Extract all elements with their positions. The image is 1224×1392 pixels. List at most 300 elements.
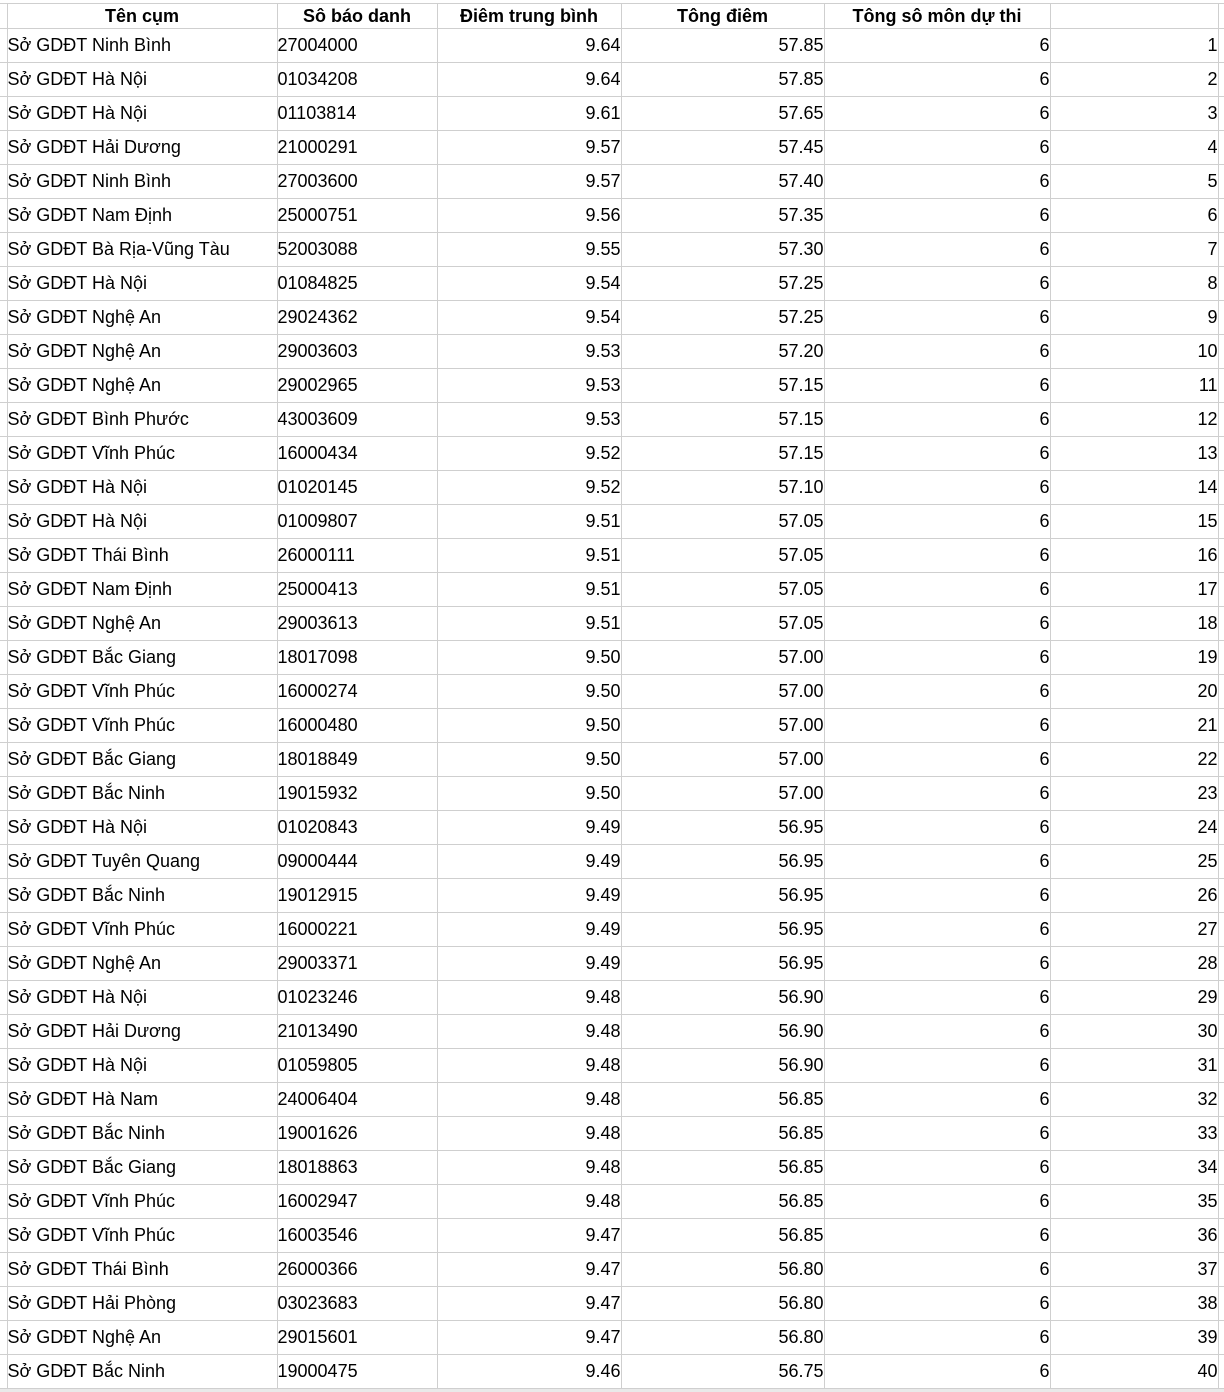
table-row [0,301,1224,335]
cell-total-score[interactable]: 56.85 [621,1083,824,1117]
cell-rank[interactable]: 2 [1050,63,1218,97]
cell-registration-number[interactable]: 29003613 [277,607,437,641]
left-edge-cell [0,165,7,199]
cell-average-score[interactable]: 9.52 [437,437,621,471]
cell-total-score[interactable]: 57.00 [621,777,824,811]
cell-total-score[interactable]: 57.45 [621,131,824,165]
cell-average-score[interactable]: 9.61 [437,97,621,131]
cell-cluster-name[interactable]: Sở GDĐT Vĩnh Phúc [7,1219,277,1253]
cell-average-score[interactable]: 9.47 [437,1253,621,1287]
cell-registration-number[interactable]: 21000291 [277,131,437,165]
cell-subject-count[interactable]: 6 [824,1287,1050,1321]
header-rank-empty[interactable] [1050,4,1218,29]
cell-subject-count[interactable]: 6 [824,1219,1050,1253]
cell-rank[interactable]: 36 [1050,1219,1218,1253]
cell-registration-number[interactable]: 29003603 [277,335,437,369]
cell-registration-number[interactable]: 16000274 [277,675,437,709]
cell-average-score[interactable]: 9.64 [437,63,621,97]
cell-total-score[interactable]: 57.10 [621,471,824,505]
cell-total-score[interactable]: 56.95 [621,811,824,845]
cell-subject-count[interactable]: 6 [824,1321,1050,1355]
cell-cluster-name[interactable]: Sở GDĐT Vĩnh Phúc [7,913,277,947]
cell-subject-count[interactable]: 6 [824,1117,1050,1151]
cell-rank[interactable]: 12 [1050,403,1218,437]
cell-average-score[interactable]: 9.50 [437,777,621,811]
cell-cluster-name[interactable]: Sở GDĐT Vĩnh Phúc [7,709,277,743]
left-edge-cell [0,1015,7,1049]
left-edge-cell [0,1049,7,1083]
cell-rank[interactable]: 1 [1050,29,1218,63]
cell-cluster-name[interactable]: Sở GDĐT Hà Nội [7,267,277,301]
cell-average-score[interactable]: 9.51 [437,539,621,573]
cell-average-score[interactable]: 9.48 [437,1185,621,1219]
table-row [0,777,1224,811]
cell-cluster-name[interactable]: Sở GDĐT Hà Nội [7,505,277,539]
cell-average-score[interactable]: 9.50 [437,641,621,675]
cell-registration-number[interactable]: 27003600 [277,165,437,199]
cell-registration-number[interactable]: 43003609 [277,403,437,437]
cell-total-score[interactable]: 56.80 [621,1321,824,1355]
cell-total-score[interactable]: 57.15 [621,369,824,403]
cell-registration-number[interactable]: 19001626 [277,1117,437,1151]
cell-cluster-name[interactable]: Sở GDĐT Bắc Giang [7,1151,277,1185]
cell-registration-number[interactable]: 01059805 [277,1049,437,1083]
cell-rank[interactable]: 22 [1050,743,1218,777]
cell-total-score[interactable]: 57.65 [621,97,824,131]
table-row [0,981,1224,1015]
cell-subject-count[interactable]: 6 [824,1015,1050,1049]
cell-average-score[interactable]: 9.57 [437,165,621,199]
cell-registration-number[interactable]: 01084825 [277,267,437,301]
cell-cluster-name[interactable]: Sở GDĐT Nghệ An [7,607,277,641]
cell-cluster-name[interactable]: Sở GDĐT Vĩnh Phúc [7,437,277,471]
table-row [0,1015,1224,1049]
cell-average-score[interactable]: 9.49 [437,913,621,947]
cell-registration-number[interactable]: 19000475 [277,1355,437,1389]
cell-rank[interactable]: 34 [1050,1151,1218,1185]
cell-subject-count[interactable]: 6 [824,199,1050,233]
left-edge-cell [0,301,7,335]
cell-average-score[interactable]: 9.47 [437,1219,621,1253]
cell-registration-number[interactable]: 16003546 [277,1219,437,1253]
cell-average-score[interactable]: 9.51 [437,505,621,539]
cell-average-score[interactable]: 9.49 [437,845,621,879]
cell-rank[interactable]: 37 [1050,1253,1218,1287]
cell-subject-count[interactable]: 6 [824,1049,1050,1083]
cell-total-score[interactable]: 57.05 [621,573,824,607]
cell-cluster-name[interactable]: Sở GDĐT Thái Bình [7,539,277,573]
cell-average-score[interactable]: 9.48 [437,1117,621,1151]
cell-registration-number[interactable]: 01023246 [277,981,437,1015]
cell-average-score[interactable]: 9.50 [437,709,621,743]
cell-total-score[interactable]: 57.05 [621,505,824,539]
cell-average-score[interactable]: 9.57 [437,131,621,165]
cell-registration-number[interactable]: 25000751 [277,199,437,233]
header-row [0,4,1224,29]
right-edge-cell [1218,1355,1224,1389]
table-row [0,845,1224,879]
cell-total-score[interactable]: 56.80 [621,1253,824,1287]
cell-total-score[interactable]: 56.85 [621,1185,824,1219]
cell-cluster-name[interactable]: Sở GDĐT Bắc Ninh [7,777,277,811]
cell-registration-number[interactable]: 01020145 [277,471,437,505]
cell-total-score[interactable]: 57.25 [621,301,824,335]
cell-subject-count[interactable]: 6 [824,301,1050,335]
cell-rank[interactable]: 27 [1050,913,1218,947]
cell-total-score[interactable]: 56.95 [621,845,824,879]
cell-rank[interactable]: 35 [1050,1185,1218,1219]
cell-total-score[interactable]: 56.90 [621,1015,824,1049]
cell-rank[interactable]: 26 [1050,879,1218,913]
left-edge-cell [0,97,7,131]
cell-total-score[interactable]: 57.30 [621,233,824,267]
right-edge-cell [1218,165,1224,199]
cell-average-score[interactable]: 9.53 [437,335,621,369]
header-diem-trung-binh[interactable]: Điêm trung bình [437,4,621,29]
cell-average-score[interactable]: 9.48 [437,1151,621,1185]
cell-subject-count[interactable]: 6 [824,233,1050,267]
cell-average-score[interactable]: 9.48 [437,981,621,1015]
cell-registration-number[interactable]: 18017098 [277,641,437,675]
cell-registration-number[interactable]: 16000434 [277,437,437,471]
table-row [0,1117,1224,1151]
cell-average-score[interactable]: 9.48 [437,1049,621,1083]
cell-total-score[interactable]: 57.05 [621,539,824,573]
cell-subject-count[interactable]: 6 [824,573,1050,607]
right-edge-cell [1218,1117,1224,1151]
cell-rank[interactable]: 5 [1050,165,1218,199]
right-edge-cell [1218,335,1224,369]
cell-total-score[interactable]: 56.85 [621,1117,824,1151]
table-row [0,199,1224,233]
cell-cluster-name[interactable]: Sở GDĐT Hà Nam [7,1083,277,1117]
cell-subject-count[interactable]: 6 [824,845,1050,879]
cell-subject-count[interactable]: 6 [824,505,1050,539]
cell-rank[interactable]: 32 [1050,1083,1218,1117]
cell-cluster-name[interactable]: Sở GDĐT Hà Nội [7,63,277,97]
cell-subject-count[interactable]: 6 [824,743,1050,777]
cell-rank[interactable]: 3 [1050,97,1218,131]
cell-average-score[interactable]: 9.52 [437,471,621,505]
cell-registration-number[interactable]: 01034208 [277,63,437,97]
header-ten-cum[interactable]: Tên cụm [7,4,277,29]
table-row [0,1321,1224,1355]
cell-total-score[interactable]: 57.05 [621,607,824,641]
cell-total-score[interactable]: 57.00 [621,675,824,709]
cell-average-score[interactable]: 9.47 [437,1287,621,1321]
cell-total-score[interactable]: 56.95 [621,947,824,981]
cell-rank[interactable]: 38 [1050,1287,1218,1321]
cell-average-score[interactable]: 9.53 [437,403,621,437]
header-tong-diem[interactable]: Tông điêm [621,4,824,29]
cell-registration-number[interactable]: 16002947 [277,1185,437,1219]
right-edge-cell [1218,29,1224,63]
cell-cluster-name[interactable]: Sở GDĐT Nghệ An [7,947,277,981]
cell-rank[interactable]: 23 [1050,777,1218,811]
cell-average-score[interactable]: 9.48 [437,1083,621,1117]
cell-subject-count[interactable]: 6 [824,709,1050,743]
right-edge-cell [1218,845,1224,879]
cell-registration-number[interactable]: 19015932 [277,777,437,811]
cell-subject-count[interactable]: 6 [824,641,1050,675]
right-edge-cell [1218,4,1224,29]
cell-cluster-name[interactable]: Sở GDĐT Hà Nội [7,981,277,1015]
cell-subject-count[interactable]: 6 [824,63,1050,97]
cell-registration-number[interactable]: 52003088 [277,233,437,267]
table-row [0,437,1224,471]
cell-total-score[interactable]: 57.00 [621,743,824,777]
cell-rank[interactable]: 13 [1050,437,1218,471]
cell-cluster-name[interactable]: Sở GDĐT Hà Nội [7,1049,277,1083]
table-row [0,1355,1224,1389]
table-row [0,97,1224,131]
cell-cluster-name[interactable]: Sở GDĐT Hà Nội [7,471,277,505]
cell-registration-number[interactable]: 29015601 [277,1321,437,1355]
table-row [0,505,1224,539]
table-row [0,1287,1224,1321]
cell-total-score[interactable]: 56.95 [621,879,824,913]
cell-total-score[interactable]: 56.85 [621,1151,824,1185]
cell-average-score[interactable]: 9.51 [437,607,621,641]
right-edge-cell [1218,709,1224,743]
cell-average-score[interactable]: 9.56 [437,199,621,233]
right-edge-cell [1218,1185,1224,1219]
cell-registration-number[interactable]: 18018863 [277,1151,437,1185]
cell-registration-number[interactable]: 03023683 [277,1287,437,1321]
cell-subject-count[interactable]: 6 [824,131,1050,165]
cell-registration-number[interactable]: 01103814 [277,97,437,131]
cell-average-score[interactable]: 9.49 [437,947,621,981]
cell-average-score[interactable]: 9.46 [437,1355,621,1389]
cell-total-score[interactable]: 57.25 [621,267,824,301]
right-edge-cell [1218,539,1224,573]
cell-total-score[interactable]: 57.00 [621,641,824,675]
cell-average-score[interactable]: 9.48 [437,1015,621,1049]
table-body [0,29,1224,1389]
cell-cluster-name[interactable]: Sở GDĐT Nam Định [7,573,277,607]
cell-average-score[interactable]: 9.54 [437,267,621,301]
left-edge-cell [0,1117,7,1151]
cell-registration-number[interactable]: 26000366 [277,1253,437,1287]
cell-registration-number[interactable]: 26000111 [277,539,437,573]
cell-subject-count[interactable]: 6 [824,335,1050,369]
cell-cluster-name[interactable]: Sở GDĐT Nghệ An [7,301,277,335]
cell-cluster-name[interactable]: Sở GDĐT Hải Phòng [7,1287,277,1321]
cell-total-score[interactable]: 56.90 [621,981,824,1015]
header-tong-so-mon[interactable]: Tông sô môn dự thi [824,4,1050,29]
cell-rank[interactable]: 6 [1050,199,1218,233]
left-edge-cell [0,1151,7,1185]
cell-registration-number[interactable]: 21013490 [277,1015,437,1049]
right-edge-cell [1218,1049,1224,1083]
cell-subject-count[interactable]: 6 [824,471,1050,505]
cell-subject-count[interactable]: 6 [824,267,1050,301]
cell-subject-count[interactable]: 6 [824,1355,1050,1389]
cell-registration-number[interactable]: 29002965 [277,369,437,403]
cell-rank[interactable]: 7 [1050,233,1218,267]
cell-cluster-name[interactable]: Sở GDĐT Bà Rịa-Vũng Tàu [7,233,277,267]
left-edge-cell [0,4,7,29]
cell-registration-number[interactable]: 27004000 [277,29,437,63]
cell-average-score[interactable]: 9.49 [437,879,621,913]
cell-subject-count[interactable]: 6 [824,403,1050,437]
cell-rank[interactable]: 18 [1050,607,1218,641]
cell-total-score[interactable]: 57.85 [621,29,824,63]
cell-cluster-name[interactable]: Sở GDĐT Nam Định [7,199,277,233]
cell-cluster-name[interactable]: Sở GDĐT Bắc Ninh [7,879,277,913]
cell-subject-count[interactable]: 6 [824,369,1050,403]
cell-total-score[interactable]: 56.90 [621,1049,824,1083]
cell-average-score[interactable]: 9.55 [437,233,621,267]
cell-rank[interactable]: 11 [1050,369,1218,403]
cell-registration-number[interactable]: 09000444 [277,845,437,879]
cell-subject-count[interactable]: 6 [824,1151,1050,1185]
cell-subject-count[interactable]: 6 [824,97,1050,131]
cell-cluster-name[interactable]: Sở GDĐT Nghệ An [7,335,277,369]
cell-rank[interactable]: 39 [1050,1321,1218,1355]
right-edge-cell [1218,97,1224,131]
cell-rank[interactable]: 14 [1050,471,1218,505]
cell-registration-number[interactable]: 01009807 [277,505,437,539]
right-edge-cell [1218,607,1224,641]
cell-cluster-name[interactable]: Sở GDĐT Bắc Giang [7,743,277,777]
left-edge-cell [0,369,7,403]
cell-registration-number[interactable]: 16000480 [277,709,437,743]
cell-rank[interactable]: 9 [1050,301,1218,335]
cell-registration-number[interactable]: 16000221 [277,913,437,947]
cell-subject-count[interactable]: 6 [824,913,1050,947]
left-edge-cell [0,471,7,505]
cell-total-score[interactable]: 56.85 [621,1219,824,1253]
cell-average-score[interactable]: 9.47 [437,1321,621,1355]
left-edge-cell [0,573,7,607]
cell-cluster-name[interactable]: Sở GDĐT Ninh Bình [7,29,277,63]
cell-cluster-name[interactable]: Sở GDĐT Hải Dương [7,131,277,165]
cell-subject-count[interactable]: 6 [824,437,1050,471]
left-edge-cell [0,437,7,471]
cell-subject-count[interactable]: 6 [824,675,1050,709]
cell-average-score[interactable]: 9.53 [437,369,621,403]
cell-rank[interactable]: 20 [1050,675,1218,709]
cell-rank[interactable]: 28 [1050,947,1218,981]
cell-rank[interactable]: 8 [1050,267,1218,301]
cell-average-score[interactable]: 9.50 [437,675,621,709]
cell-subject-count[interactable]: 6 [824,539,1050,573]
cell-total-score[interactable]: 57.35 [621,199,824,233]
left-edge-cell [0,641,7,675]
left-edge-cell [0,539,7,573]
cell-average-score[interactable]: 9.50 [437,743,621,777]
cell-cluster-name[interactable]: Sở GDĐT Hà Nội [7,811,277,845]
table-row [0,1049,1224,1083]
cell-total-score[interactable]: 57.85 [621,63,824,97]
cell-subject-count[interactable]: 6 [824,1083,1050,1117]
cell-total-score[interactable]: 57.40 [621,165,824,199]
table-row [0,675,1224,709]
cell-cluster-name[interactable]: Sở GDĐT Ninh Bình [7,165,277,199]
cell-cluster-name[interactable]: Sở GDĐT Vĩnh Phúc [7,675,277,709]
cell-total-score[interactable]: 56.95 [621,913,824,947]
cell-total-score[interactable]: 57.00 [621,709,824,743]
cell-total-score[interactable]: 57.15 [621,403,824,437]
right-edge-cell [1218,641,1224,675]
right-edge-cell [1218,1015,1224,1049]
cell-rank[interactable]: 40 [1050,1355,1218,1389]
right-edge-cell [1218,131,1224,165]
cell-total-score[interactable]: 57.15 [621,437,824,471]
left-edge-cell [0,335,7,369]
cell-rank[interactable]: 16 [1050,539,1218,573]
cell-total-score[interactable]: 56.80 [621,1287,824,1321]
cell-subject-count[interactable]: 6 [824,981,1050,1015]
cell-registration-number[interactable]: 01020843 [277,811,437,845]
cell-rank[interactable]: 30 [1050,1015,1218,1049]
cell-cluster-name[interactable]: Sở GDĐT Hải Dương [7,1015,277,1049]
cell-cluster-name[interactable]: Sở GDĐT Nghệ An [7,1321,277,1355]
cell-cluster-name[interactable]: Sở GDĐT Bình Phước [7,403,277,437]
left-edge-cell [0,743,7,777]
cell-cluster-name[interactable]: Sở GDĐT Bắc Giang [7,641,277,675]
cell-rank[interactable]: 29 [1050,981,1218,1015]
cell-subject-count[interactable]: 6 [824,607,1050,641]
cell-cluster-name[interactable]: Sở GDĐT Thái Bình [7,1253,277,1287]
cell-registration-number[interactable]: 18018849 [277,743,437,777]
cell-cluster-name[interactable]: Sở GDĐT Bắc Ninh [7,1355,277,1389]
cell-average-score[interactable]: 9.54 [437,301,621,335]
cell-rank[interactable]: 25 [1050,845,1218,879]
cell-subject-count[interactable]: 6 [824,947,1050,981]
cell-registration-number[interactable]: 19012915 [277,879,437,913]
right-edge-cell [1218,675,1224,709]
left-edge-cell [0,879,7,913]
cell-rank[interactable]: 19 [1050,641,1218,675]
cell-rank[interactable]: 17 [1050,573,1218,607]
cell-registration-number[interactable]: 29003371 [277,947,437,981]
cell-subject-count[interactable]: 6 [824,29,1050,63]
cell-subject-count[interactable]: 6 [824,811,1050,845]
right-edge-cell [1218,777,1224,811]
cell-subject-count[interactable]: 6 [824,777,1050,811]
cell-registration-number[interactable]: 29024362 [277,301,437,335]
cell-total-score[interactable]: 56.75 [621,1355,824,1389]
cell-cluster-name[interactable]: Sở GDĐT Hà Nội [7,97,277,131]
cell-rank[interactable]: 24 [1050,811,1218,845]
right-edge-cell [1218,947,1224,981]
cell-cluster-name[interactable]: Sở GDĐT Tuyên Quang [7,845,277,879]
cell-registration-number[interactable]: 24006404 [277,1083,437,1117]
cell-registration-number[interactable]: 25000413 [277,573,437,607]
cell-rank[interactable]: 31 [1050,1049,1218,1083]
cell-subject-count[interactable]: 6 [824,879,1050,913]
cell-rank[interactable]: 33 [1050,1117,1218,1151]
cell-average-score[interactable]: 9.51 [437,573,621,607]
cell-rank[interactable]: 10 [1050,335,1218,369]
cell-cluster-name[interactable]: Sở GDĐT Vĩnh Phúc [7,1185,277,1219]
cell-average-score[interactable]: 9.49 [437,811,621,845]
cell-rank[interactable]: 21 [1050,709,1218,743]
cell-rank[interactable]: 4 [1050,131,1218,165]
cell-total-score[interactable]: 57.20 [621,335,824,369]
cell-subject-count[interactable]: 6 [824,165,1050,199]
cell-subject-count[interactable]: 6 [824,1185,1050,1219]
cell-rank[interactable]: 15 [1050,505,1218,539]
cell-cluster-name[interactable]: Sở GDĐT Bắc Ninh [7,1117,277,1151]
cell-average-score[interactable]: 9.64 [437,29,621,63]
cell-subject-count[interactable]: 6 [824,1253,1050,1287]
cell-cluster-name[interactable]: Sở GDĐT Nghệ An [7,369,277,403]
header-so-bao-danh[interactable]: Sô báo danh [277,4,437,29]
left-edge-cell [0,1355,7,1389]
